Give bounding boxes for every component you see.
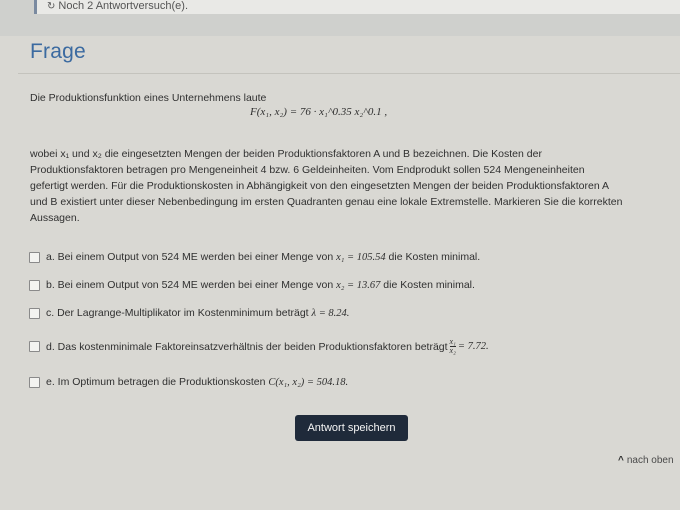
option-math: x₂ = 13.67 bbox=[336, 279, 381, 291]
option-e[interactable] bbox=[29, 376, 348, 388]
attempts-notice bbox=[34, 0, 680, 14]
save-answer-button[interactable]: Antwort speichern bbox=[295, 415, 408, 441]
option-e-checkbox[interactable] bbox=[29, 377, 40, 388]
fraction-denominator: x₂ bbox=[449, 346, 456, 355]
option-c[interactable] bbox=[29, 307, 349, 319]
option-label: d. Das kostenminimale Faktoreinsatzverhältnis der beiden Produktionsfaktoren beträgt bbox=[46, 340, 448, 353]
option-d[interactable] bbox=[29, 338, 489, 355]
option-suffix: die Kosten minimal. bbox=[388, 251, 481, 263]
option-math: C(x₁, x₂) = 504.18. bbox=[268, 376, 349, 388]
divider bbox=[18, 73, 680, 74]
question-text bbox=[30, 146, 680, 226]
option-b-checkbox[interactable] bbox=[29, 280, 40, 291]
ratio-fraction bbox=[450, 338, 456, 355]
option-d-checkbox[interactable] bbox=[29, 341, 40, 352]
option-math: x₁ = 105.54 bbox=[336, 251, 386, 263]
option-label: a. Bei einem Output von 524 ME werden bei einer Menge von bbox=[46, 251, 334, 263]
option-math: = 7.72. bbox=[457, 341, 489, 352]
option-label: e. Im Optimum betragen die Produktionskosten bbox=[46, 376, 266, 388]
question-intro: Die Produktionsfunktion eines Unternehmens laute bbox=[30, 92, 267, 104]
chevron-up-icon: ^ bbox=[618, 455, 624, 466]
refresh-icon: ↻ bbox=[47, 1, 56, 12]
option-c-checkbox[interactable] bbox=[29, 308, 40, 319]
option-a[interactable] bbox=[29, 251, 480, 263]
question-line: und B existiert unter dieser Nebenbedingung im ersten Quadranten genau eine lokale Extremstelle. Markieren Sie die korrekten bbox=[30, 196, 623, 208]
attempts-text: Noch 2 Antwortversuch(e). bbox=[58, 0, 189, 12]
option-suffix: die Kosten minimal. bbox=[383, 279, 475, 291]
option-label: b. Bei einem Output von 524 ME werden bei einer Menge von bbox=[46, 279, 334, 291]
question-line: wobei x₁ und x₂ die eingesetzten Mengen der beiden Produktionsfaktoren A und B bezeichnen. Die Kosten der bbox=[30, 148, 542, 160]
back-to-top-label: nach oben bbox=[626, 455, 674, 466]
option-label: c. Der Lagrange-Multiplikator im Kostenminimum beträgt bbox=[46, 307, 309, 319]
option-math: λ = 8.24. bbox=[311, 307, 350, 319]
question-heading: Frage bbox=[30, 40, 86, 63]
question-line: gefertigt werden. Für die Produktionskosten in Abhängigkeit von den eingesetzten Mengen der beiden Produktionsfaktoren A bbox=[30, 180, 610, 192]
back-to-top-link[interactable] bbox=[618, 455, 674, 466]
question-line: Produktionsfaktoren betragen pro Mengeneinheit 4 bzw. 6 Geldeinheiten. Vom Endprodukt sollen 524 Mengeneinheiten bbox=[30, 164, 585, 176]
option-a-checkbox[interactable] bbox=[29, 252, 40, 263]
option-b[interactable] bbox=[29, 279, 475, 291]
question-line: Aussagen. bbox=[30, 212, 80, 224]
fraction-numerator: x₁ bbox=[449, 337, 456, 346]
production-function: F(x₁, x₂) = 76 · x₁^0.35 x₂^0.1 , bbox=[250, 106, 388, 118]
